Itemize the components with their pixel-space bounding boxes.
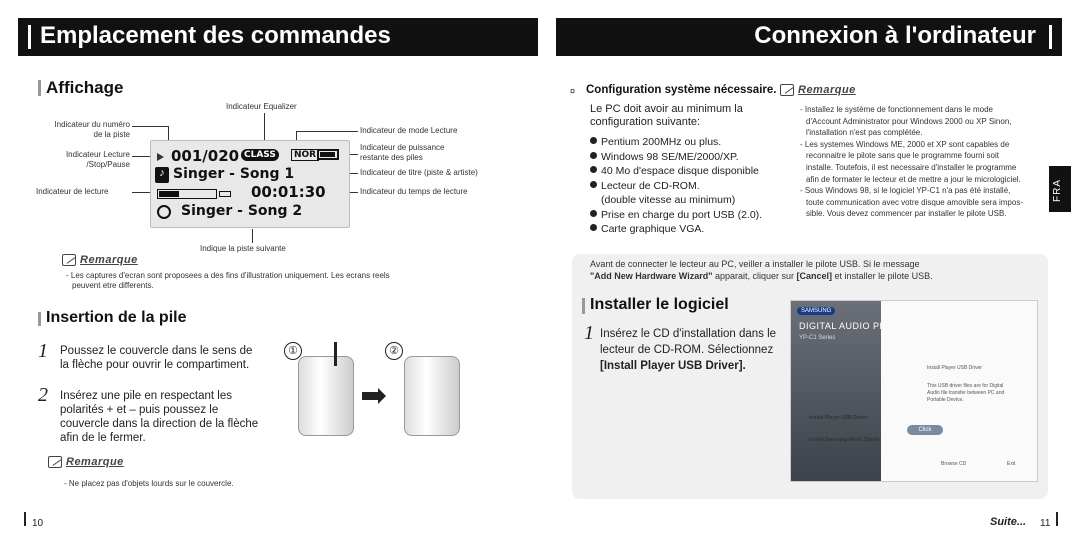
leader-line xyxy=(132,156,150,157)
right-header-bar xyxy=(556,18,1062,56)
note-badge xyxy=(48,456,124,468)
click-callout: Click xyxy=(907,425,943,435)
label-battery: Indicateur de puissance restante des piles xyxy=(360,143,445,162)
exit-button[interactable]: Exit xyxy=(1007,461,1016,467)
lcd-song-1: Singer - Song 1 xyxy=(173,166,295,182)
pencil-icon xyxy=(48,456,62,468)
step-number: 2 xyxy=(38,384,48,406)
note-text: - Ne placez pas d'objets lourds sur le couvercle. xyxy=(64,479,234,488)
config-marker: ¤ xyxy=(570,86,576,96)
usb-note: Avant de connecter le lecteur au PC, veiller a installer le pilote USB. Si le message "Add New Hardware Wizard" apparait, cliquer sur [Cancel] et installer le pilote USB. xyxy=(590,259,933,281)
arrow-up-icon xyxy=(334,342,337,366)
installer-step-text: Insérez le CD d'installation dans le lecteur de CD-ROM. Sélectionnez [Install Player USB Driver]. xyxy=(600,328,777,372)
installer-model: YP-C1 Series xyxy=(799,335,836,341)
progress-marker-icon xyxy=(219,191,231,197)
note-badge xyxy=(62,254,138,266)
note-text: - Les captures d'ecran sont proposees a des fins d'illustration uniquement. Les ecrans reels peuvent etre differents. xyxy=(66,271,390,290)
note-label: Remarque xyxy=(80,254,138,266)
leader-line xyxy=(132,192,150,193)
lcd-song-2: Singer - Song 2 xyxy=(181,203,303,219)
section-title-insertion: Insertion de la pile xyxy=(46,309,187,326)
brand-logo: SAMSUNG xyxy=(797,307,835,315)
section-marker xyxy=(38,312,41,326)
lcd-display xyxy=(150,140,350,228)
music-note-icon: ♪ xyxy=(155,167,169,183)
step-number: 1 xyxy=(584,322,594,344)
label-play-stop-pause: Indicateur Lecture /Stop/Pause xyxy=(65,150,130,169)
footer-divider xyxy=(24,512,26,526)
battery-icon xyxy=(317,149,339,160)
note-label: Remarque xyxy=(798,84,856,96)
note-badge xyxy=(780,84,856,96)
installer-panel-text: This USB driver files are for Digital Audio file transfer between PC and Portable Device. xyxy=(927,383,1005,403)
language-tab xyxy=(1049,166,1071,212)
config-list xyxy=(590,135,762,237)
pencil-icon xyxy=(780,84,794,96)
leader-line xyxy=(296,131,358,132)
page-number-right: 11 xyxy=(1040,518,1051,529)
play-icon xyxy=(157,153,164,161)
label-play-mode: Indicateur de mode Lecture xyxy=(360,126,458,135)
section-marker xyxy=(582,298,585,314)
list-item: Carte graphique VGA. xyxy=(590,222,762,237)
step-number: 1 xyxy=(38,340,48,362)
list-item: Prise en charge du port USB (2.0). xyxy=(590,208,762,223)
step-1-text: Poussez le couvercle dans le sens de la flèche pour ouvrir le compartiment. xyxy=(60,345,253,371)
next-track-icon xyxy=(157,205,171,219)
battery-cover-illustration-2 xyxy=(404,356,460,436)
arrow-right-head-icon xyxy=(378,388,386,404)
label-track-number: Indicateur du numéro de la piste xyxy=(54,120,130,139)
header-divider xyxy=(28,25,31,49)
label-next-track: Indique la piste suivante xyxy=(200,244,286,253)
lcd-eq-badge: CLASS xyxy=(241,149,279,161)
lcd-track-number: 001/020 xyxy=(171,147,240,165)
install-usb-driver-option[interactable]: Install Player USB Driver xyxy=(809,415,868,421)
step-circle-2: ② xyxy=(385,342,403,360)
cd-installer-screenshot xyxy=(790,300,1038,482)
step-circle-1: ① xyxy=(284,342,302,360)
label-reader: Indicateur de lecture xyxy=(36,187,109,196)
progress-bar xyxy=(157,189,217,199)
battery-cover-illustration-1 xyxy=(298,356,354,436)
leader-line xyxy=(132,126,168,127)
header-divider xyxy=(1049,25,1052,49)
lcd-play-time: 00:01:30 xyxy=(251,183,326,201)
list-item: Windows 98 SE/ME/2000/XP. xyxy=(590,150,762,165)
section-title-affichage: Affichage xyxy=(46,78,124,97)
label-equalizer: Indicateur Equalizer xyxy=(226,102,297,111)
section-title-installer: Installer le logiciel xyxy=(590,296,729,313)
left-header-bar xyxy=(18,18,538,56)
note-label: Remarque xyxy=(66,456,124,468)
page-number-left: 10 xyxy=(32,518,44,529)
leader-line xyxy=(252,229,253,243)
list-item: Pentium 200MHz ou plus. xyxy=(590,135,762,150)
lcd-mode-badge: NOR xyxy=(291,149,319,161)
label-title-artist: Indicateur de titre (piste & artiste) xyxy=(360,168,478,177)
list-item: 40 Mo d'espace disque disponible xyxy=(590,164,762,179)
continue-label: Suite... xyxy=(990,516,1027,528)
remarque-right-text: - Installez le système de fonctionnement dans le mode d'Account Administrator pour Windows 2000 ou XP Sinon, l'installation n'est pas complétée. - Les systemes Windows ME, 2000 et XP sont capables de reconnaitre le pilote sans que le programme fourni soit installe. Toutefois, il est necessaire d'installer le programme afin de formater le lecteur et de mettre a jour le micrologiciel. - Sous Windows 98, si le logiciel YP-C1 n'a pas été installé, toute communication avec votre disque amovible sera impos- sible. Vous devez commencer par installer le pilote USB. xyxy=(800,105,1023,219)
language-tab-label: FRA xyxy=(1052,179,1063,202)
config-title: Configuration système nécessaire. xyxy=(586,84,777,96)
footer-divider xyxy=(1056,512,1058,526)
list-item: Lecteur de CD-ROM. xyxy=(590,179,762,194)
config-intro: Le PC doit avoir au minimum la configuration suivante: xyxy=(590,103,743,128)
list-item: (double vitesse au minimum) xyxy=(601,194,736,206)
section-marker xyxy=(38,80,41,96)
right-page-title: Connexion à l'ordinateur xyxy=(754,22,1036,49)
step-2-text: Insérez une pile en respectant les polarités + et – puis poussez le couvercle dans la direction de la flèche afin de le fermer. xyxy=(60,390,259,444)
install-music-studio-option[interactable]: Install Samsung Music Studio xyxy=(809,437,880,443)
browse-cd-button[interactable]: Browse CD xyxy=(941,461,967,467)
pencil-icon xyxy=(62,254,76,266)
installer-panel-title: Install Player USB Driver xyxy=(927,365,983,371)
left-page-title: Emplacement des commandes xyxy=(40,22,391,49)
installer-heading: DIGITAL AUDIO PLAYER xyxy=(799,321,911,331)
label-play-time: Indicateur du temps de lecture xyxy=(360,187,468,196)
